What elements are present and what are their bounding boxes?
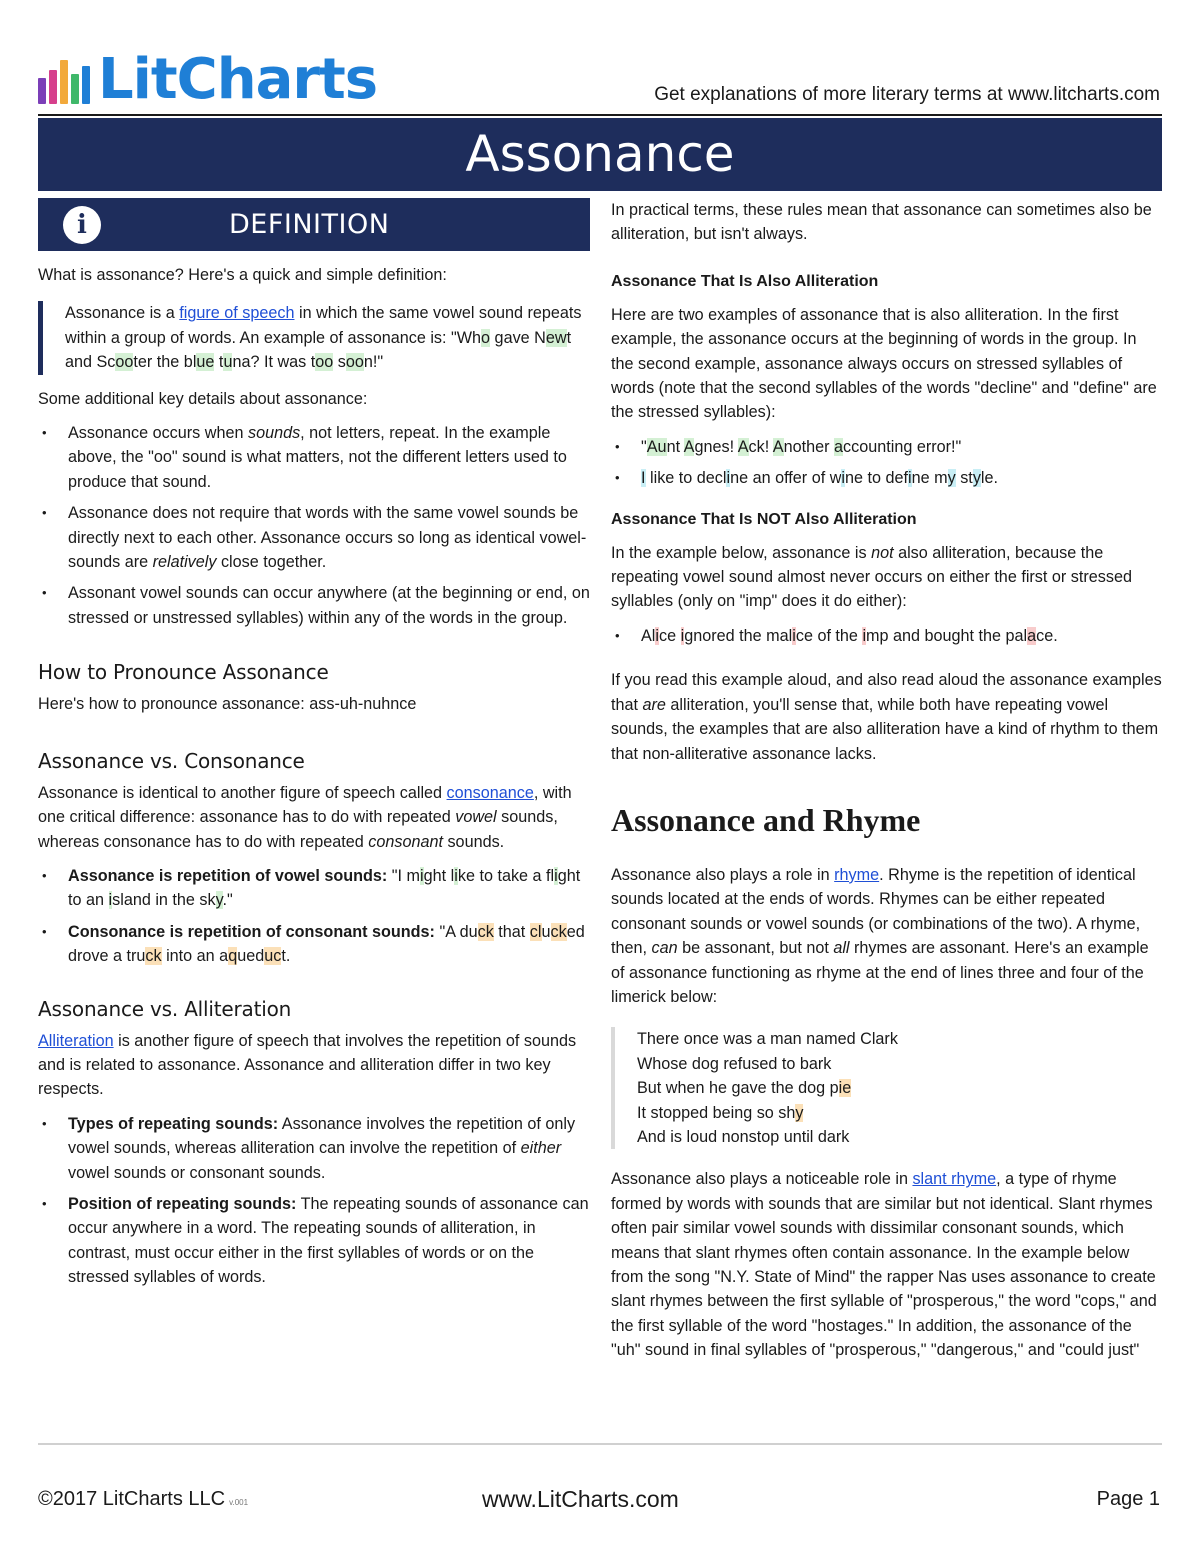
also-alliteration-paragraph: Here are two examples of assonance that is also alliteration. In the first example, the assonance occurs at the beginning of words in the group. In the second example, assonance always occurs on stressed syllables of words (note that the second syllables of the words "decline" and "define" are the stressed syllables): [611,305,1157,422]
consonance-list [38,864,590,969]
list-item: • I like to decline an offer of wine to define my style. [611,466,1163,490]
footer-site-link[interactable]: www.LitCharts.com [482,1486,679,1512]
alliteration-heading: Assonance vs. Alliteration [38,996,292,1021]
also-alliteration-heading: Assonance That Is Also Alliteration [611,272,879,290]
slant-rhyme-link[interactable]: slant rhyme [912,1170,997,1189]
definition-intro: What is assonance? Here's a quick and simple definition: [38,266,447,284]
footer-copyright: ©2017 LitCharts LLC v.001 [38,1488,249,1510]
details-list [38,421,590,630]
right-column [611,198,1163,1363]
rhyme-link[interactable]: rhyme [834,865,880,884]
consonance-heading: Assonance vs. Consonance [38,748,305,773]
definition-label: DEFINITION [229,209,390,240]
list-item: • Assonance is repetition of vowel sounds: "I might like to take a flight to an island in the sky." [38,864,590,913]
limerick-line: But when he gave the dog pie [637,1079,852,1098]
list-item: • Types of repeating sounds: Assonance involves the repetition of only vowel sounds, whereas alliteration can involve the repetition of either vowel sounds or consonant sounds. [38,1112,590,1185]
left-column [38,198,590,1297]
read-aloud-paragraph: If you read this example aloud, and also read aloud the assonance examples that are alliteration, you'll sense that, while both have repeating vowel sounds, the examples that are also alliteration have a kind of rhythm to them that non-alliterative assonance lacks. [611,671,1162,763]
page-title: Assonance [38,118,1162,191]
consonance-link[interactable]: consonance [446,783,534,802]
logo-text: LitCharts [98,47,378,112]
alliteration-list [38,1112,590,1290]
footer-page-number: Page 1 [1096,1488,1160,1510]
header-divider [38,114,1162,116]
details-intro: Some additional key details about assonance: [38,389,368,408]
list-item: • Alice ignored the malice of the imp and bought the palace. [611,624,1163,648]
definition-quote: Assonance is a figure of speech in which the same vowel sound repeats within a group of words. An example of assonance is: "Who gave Newt and Scooter the blue tuna? It was too soon!" [38,301,590,374]
limerick-line: There once was a man named Clark [637,1030,898,1049]
limerick-line: And is loud nonstop until dark [637,1127,850,1146]
not-alliteration-list [611,624,1163,648]
pronounce-text: Here's how to pronounce assonance: ass-uh-nuhnce [38,695,417,714]
not-alliteration-heading: Assonance That Is NOT Also Alliteration [611,510,917,528]
list-item: • Consonance is repetition of consonant sounds: "A duck that clucked drove a truck into an aqueduct. [38,920,590,969]
logo-bars-icon [38,54,90,104]
list-item: • "Aunt Agnes! Ack! Another accounting error!" [611,435,1163,459]
not-alliteration-paragraph: In the example below, assonance is not also alliteration, because the repeating vowel sound almost never occurs on either the first or stressed syllables (only on "imp" does it do either): [611,543,1132,611]
also-alliteration-list [611,435,1163,491]
rhyme-heading: Assonance and Rhyme [611,801,921,838]
pronounce-heading: How to Pronounce Assonance [38,660,329,685]
alliteration-paragraph: Alliteration is another figure of speech that involves the repetition of sounds and is related to assonance. Assonance and alliteration differ in two key respects. [38,1031,577,1099]
definition-banner [38,198,590,251]
limerick-line: It stopped being so shy [637,1103,804,1122]
consonance-paragraph: Assonance is identical to another figure of speech called consonance, with one critical difference: assonance has to do with repeated vowel sounds, whereas consonance has to do with repeated consonant sounds. [38,783,572,851]
header-tagline: Get explanations of more literary terms at www.litcharts.com [654,84,1160,105]
limerick-line: Whose dog refused to bark [637,1054,832,1073]
litcharts-logo[interactable] [38,47,378,112]
list-item: • Assonance does not require that words with the same vowel sounds be directly next to each other. Assonance occurs so long as identical vowel-sounds are relatively close together. [38,501,590,574]
figure-of-speech-link[interactable]: figure of speech [179,304,295,323]
footer-version: v.001 [229,1498,249,1507]
footer-divider [38,1443,1162,1445]
list-item: • Assonance occurs when sounds, not letters, repeat. In the example above, the "oo" sound is what matters, not the different letters used to produce that sound. [38,421,590,494]
practical-paragraph: In practical terms, these rules mean that assonance can sometimes also be alliteration, but isn't always. [611,201,1152,244]
list-item: • Assonant vowel sounds can occur anywhere (at the beginning or end, on stressed or unstressed syllables) within any of the words in the group. [38,581,590,630]
rhyme-paragraph: Assonance also plays a role in rhyme. Rhyme is the repetition of identical sounds located at the ends of words. Rhymes can be either repeated consonant sounds or vowel sounds (or combinations of the two). A rhyme, then, can be assonant, but not all rhymes are assonant. Here's an example of assonance functioning as rhyme at the end of lines three and four of the limerick below: [611,865,1149,1006]
slant-rhyme-paragraph: Assonance also plays a noticeable role in slant rhyme, a type of rhyme formed by words with sounds that are similar but not identical. Slant rhymes often pair similar vowel sounds with dissimilar consonant sounds, which means that slant rhymes often contain assonance. In the example below from the song "N.Y. State of Mind" the rapper Nas uses assonance to create slant rhymes between the first syllable of "prosperous," the word "cops," and the first syllable of the word "hostages." In addition, the assonance of the "uh" sound in final syllables of "prosperous," "dangerous," and "could just" [611,1170,1157,1360]
alliteration-link[interactable]: Alliteration [38,1031,114,1050]
info-icon: i [63,206,101,244]
list-item: • Position of repeating sounds: The repeating sounds of assonance can occur anywhere in a word. The repeating sounds of alliteration, in contrast, must occur either in the first syllables of words or on the stressed syllables of words. [38,1192,590,1290]
limerick-quote [611,1027,1163,1149]
